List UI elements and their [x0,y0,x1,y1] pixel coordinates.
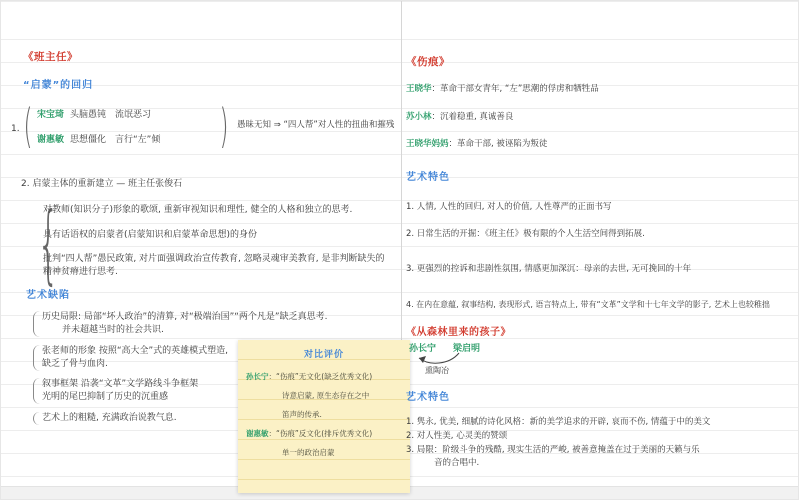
sticky-entry-text: ：“伤痕”反文化(排斥优秀文化) [268,429,373,438]
sticky-entry-text: ：“伤痕”无文化(缺乏优秀文化) [268,372,373,381]
bullet-line: 对教师(知识分子)形象的歌颂, 重新审视知识和理性, 健全的人格和独立的思考. [43,205,353,215]
character-name: 王晓华 [406,84,432,94]
defect-item [33,412,177,425]
defect-item [33,378,198,404]
conclusion-annotation: 愚昧无知 ⇒ “四人帮”对人性的扭曲和摧残 [237,120,395,130]
defect-line: 张老师的形象 按照“高大全”式的英雄模式塑造, [42,346,229,356]
section-heading-defects: 艺术缺陷 [26,290,70,301]
defect-line: 并未超越当时的社会共识. [62,325,164,335]
right-page-title: 《伤痕》 [406,56,450,68]
feature-line: 1. 隽永, 优美, 细腻的诗化风格：新的美学追求的开辟, 哀而不伤, 情蕴于中的美文 [406,417,711,427]
item2-line: 2. 启蒙主体的重新建立 — 班主任张俊石 [21,179,183,189]
feature-line: 3. 局限：阶级斗争的残酷, 现实生活的严峻, 被善意掩盖在过于美丽的天籁与乐 [406,445,700,455]
character-traits: 头脑愚钝 流氓恶习 [70,110,152,120]
open-brace-glyph: ( [23,99,33,153]
bullet-line: 具有话语权的启蒙者(启蒙知识和启蒙革命思想)的身份 [43,230,258,240]
character-traits: 思想僵化 言行“左”倾 [70,135,161,145]
defect-line: 缺乏了骨与血肉. [42,359,108,369]
sticky-entry-text: 诗意启蒙, 原生态存在之中 [282,391,370,400]
item-number: 1. [11,124,20,134]
forest-name-sun: 孙长宁 [409,344,437,354]
character-row [37,109,151,122]
character-name: 谢惠敏 [37,135,65,145]
defect-item [33,345,228,371]
feature-line: 1. 人情, 人性的回归, 对人的价值, 人性尊严的正面书写 [406,202,612,212]
bullet-line: 批判“四人帮”愚民政策, 对片面强调政治宣传教育, 忽略灵魂审美教育, 是非判断缺失的精神贫瘠进行思考. [43,254,385,277]
feature-line: 2. 日常生活的开掘：《班主任》极有限的个人生活空间得到拓展. [406,229,645,239]
section-heading-features-2: 艺术特色 [406,392,450,403]
character-row [406,138,547,151]
character-row [406,83,599,96]
sticky-note[interactable] [238,340,410,493]
section-heading-features-1: 艺术特色 [406,172,450,183]
defect-line: 光明的尾巴抑制了历史的沉重感 [42,392,169,402]
feature-line: 3. 更强烈的控诉和悲剧性氛围, 情感更加深沉：母亲的去世, 无可挽回的十年 [406,264,692,274]
feature-item-3 [406,444,700,470]
character-name: 王晓华妈妈 [406,139,449,149]
section-heading-enlightenment: “启蒙”的回归 [23,80,94,91]
open-curly-brace-glyph: { [37,194,60,294]
feature-line: 音的合唱中. [434,458,480,468]
character-desc: ：沉着稳重, 真诚善良 [431,112,514,122]
influence-arrow-label: 熏陶冶 [425,366,449,375]
sticky-entry-name: 谢惠敏 [246,429,269,438]
forest-name-liang: 梁启明 [453,344,481,354]
character-name: 苏小林 [406,112,432,122]
defect-line: 叙事框架 沿袭“文革”文学路线斗争框架 [42,379,199,389]
character-row [406,111,513,124]
forest-title: 《从森林里来的孩子》 [406,327,511,338]
sticky-entry [246,367,402,386]
sticky-note-title: 对比评价 [303,350,344,360]
character-desc: ：革命干部女青年, “左”思潮的俘虏和牺牲品 [431,84,599,94]
sticky-entry-text: 笛声的传承. [282,410,322,419]
character-row [37,134,160,147]
defect-line: 艺术上的粗糙, 充满政治说教气息. [42,413,177,423]
sticky-entry-name: 孙长宁 [246,372,269,381]
feature-line: 2. 对人性美, 心灵美的赞颂 [406,431,508,441]
sticky-entry-text: 单一的政治启蒙 [282,448,335,457]
character-desc: ：革命干部, 被诬陷为叛徒 [448,139,548,149]
character-name: 宋宝琦 [37,110,65,120]
defect-line: 历史局限: 局部“坏人政治”的清算, 对“极端治国”“两个凡是”缺乏真思考. [42,312,328,322]
defect-item [33,311,327,337]
feature-line: 4. 在内在意蕴, 叙事结构, 表现形式, 语言特点上, 带有“文革”文学和十七年文学的影子, 艺术上也较稚拙 [406,300,770,309]
left-page-title: 《班主任》 [23,51,78,63]
sticky-entry [246,424,402,443]
close-brace-glyph: ) [219,99,229,153]
